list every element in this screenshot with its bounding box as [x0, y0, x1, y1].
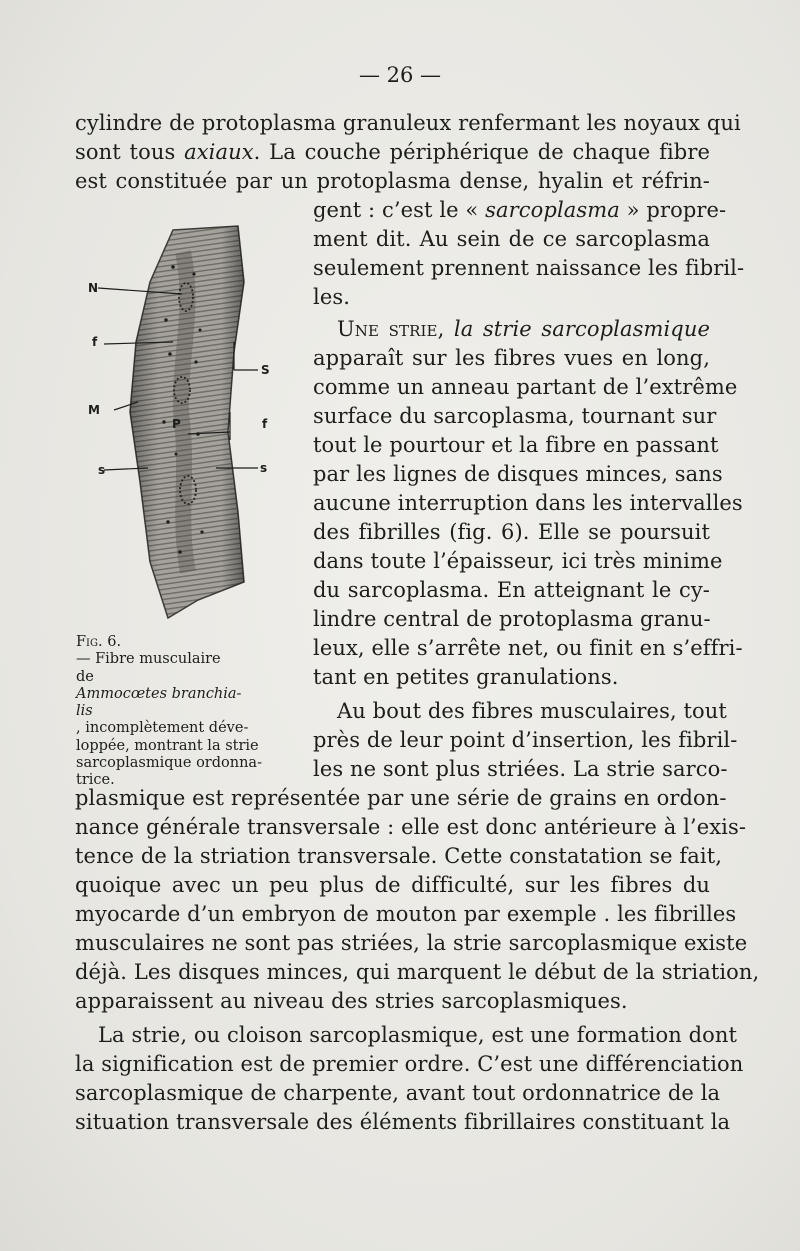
axial-protoplasm: [181, 252, 188, 572]
text-line: leux, elle s’arrête net, ou finit en s’effri-: [313, 636, 743, 660]
text-line: dans toute l’épaisseur, ici très minime: [313, 549, 723, 573]
label-f: f: [92, 335, 98, 349]
text-line: tout le pourtour et la fibre en passant: [313, 433, 719, 457]
label-P: P: [172, 417, 181, 431]
text-line: sont tous axiaux. La couche périphérique de chaque fibre: [75, 140, 710, 164]
text-line: est constituée par un protoplasma dense, hyalin et réfrin-: [75, 169, 710, 193]
text-line: cylindre de protoplasma granuleux renfermant les noyaux qui: [75, 111, 741, 135]
text-line: nance générale transversale : elle est donc antérieure à l’exis-: [75, 815, 747, 839]
label-N: N: [88, 281, 99, 295]
text-line: La strie, ou cloison sarcoplasmique, est une formation dont: [98, 1023, 738, 1047]
label-S: S: [261, 363, 270, 377]
text-line: des fibrilles (fig. 6). Elle se poursuit: [313, 520, 710, 544]
muscle-fiber-figure: [78, 222, 300, 622]
text-line: apparaissent au niveau des stries sarcoplasmiques.: [75, 989, 628, 1013]
label-s: s: [98, 463, 106, 477]
text-line: les ne sont plus striées. La strie sarco-: [313, 757, 728, 781]
text-line: près de leur point d’insertion, les fibril-: [313, 728, 738, 752]
text-line: plasmique est représentée par une série de grains en ordon-: [75, 786, 727, 810]
text-line: comme un anneau partant de l’extrême: [313, 375, 738, 399]
text-line: par les lignes de disques minces, sans: [313, 462, 723, 486]
text-line: ment dit. Au sein de ce sarcoplasma: [313, 227, 710, 251]
text-line: déjà. Les disques minces, qui marquent le début de la striation,: [75, 960, 760, 984]
text-line: quoique avec un peu plus de difficulté, sur les fibres du: [75, 873, 710, 897]
page-number: — 26 —: [358, 63, 442, 87]
text-line: seulement prennent naissance les fibril-: [313, 256, 745, 280]
label-s-right: s: [260, 461, 268, 475]
text-line: situation transversale des éléments fibrillaires constituant la: [75, 1110, 731, 1134]
text-line: apparaît sur les fibres vues en long,: [313, 346, 710, 370]
text-line: myocarde d’un embryon de mouton par exemple . les fibrilles: [75, 902, 737, 926]
label-M: M: [88, 403, 100, 417]
text-line: aucune interruption dans les intervalles: [313, 491, 743, 515]
text-line: du sarcoplasma. En atteignant le cy-: [313, 578, 710, 602]
text-line: lindre central de protoplasma granu-: [313, 607, 711, 631]
text-line: la signification est de premier ordre. C’est une différenciation: [75, 1052, 744, 1076]
text-line: surface du sarcoplasma, tournant sur: [313, 404, 717, 428]
text-line: Une strie, la strie sarcoplasmique: [337, 317, 710, 341]
text-line: tence de la striation transversale. Cette constatation se fait,: [75, 844, 723, 868]
text-line: Au bout des fibres musculaires, tout: [337, 699, 727, 723]
text-line: tant en petites granulations.: [313, 665, 619, 689]
text-line: sarcoplasmique de charpente, avant tout ordonnatrice de la: [75, 1081, 721, 1105]
text-line: gent : c’est le « sarcoplasma » propre-: [313, 198, 727, 222]
text-line: les.: [313, 285, 350, 309]
figure-caption: Fig. 6. — Fibre musculaire de Ammocœtes branchia- lis , incomplètement déve- loppée, montrant la strie sarcoplasmique ordonna- trice.: [76, 634, 262, 789]
text-line: musculaires ne sont pas striées, la strie sarcoplasmique existe: [75, 931, 748, 955]
label-f-right: f: [262, 417, 268, 431]
